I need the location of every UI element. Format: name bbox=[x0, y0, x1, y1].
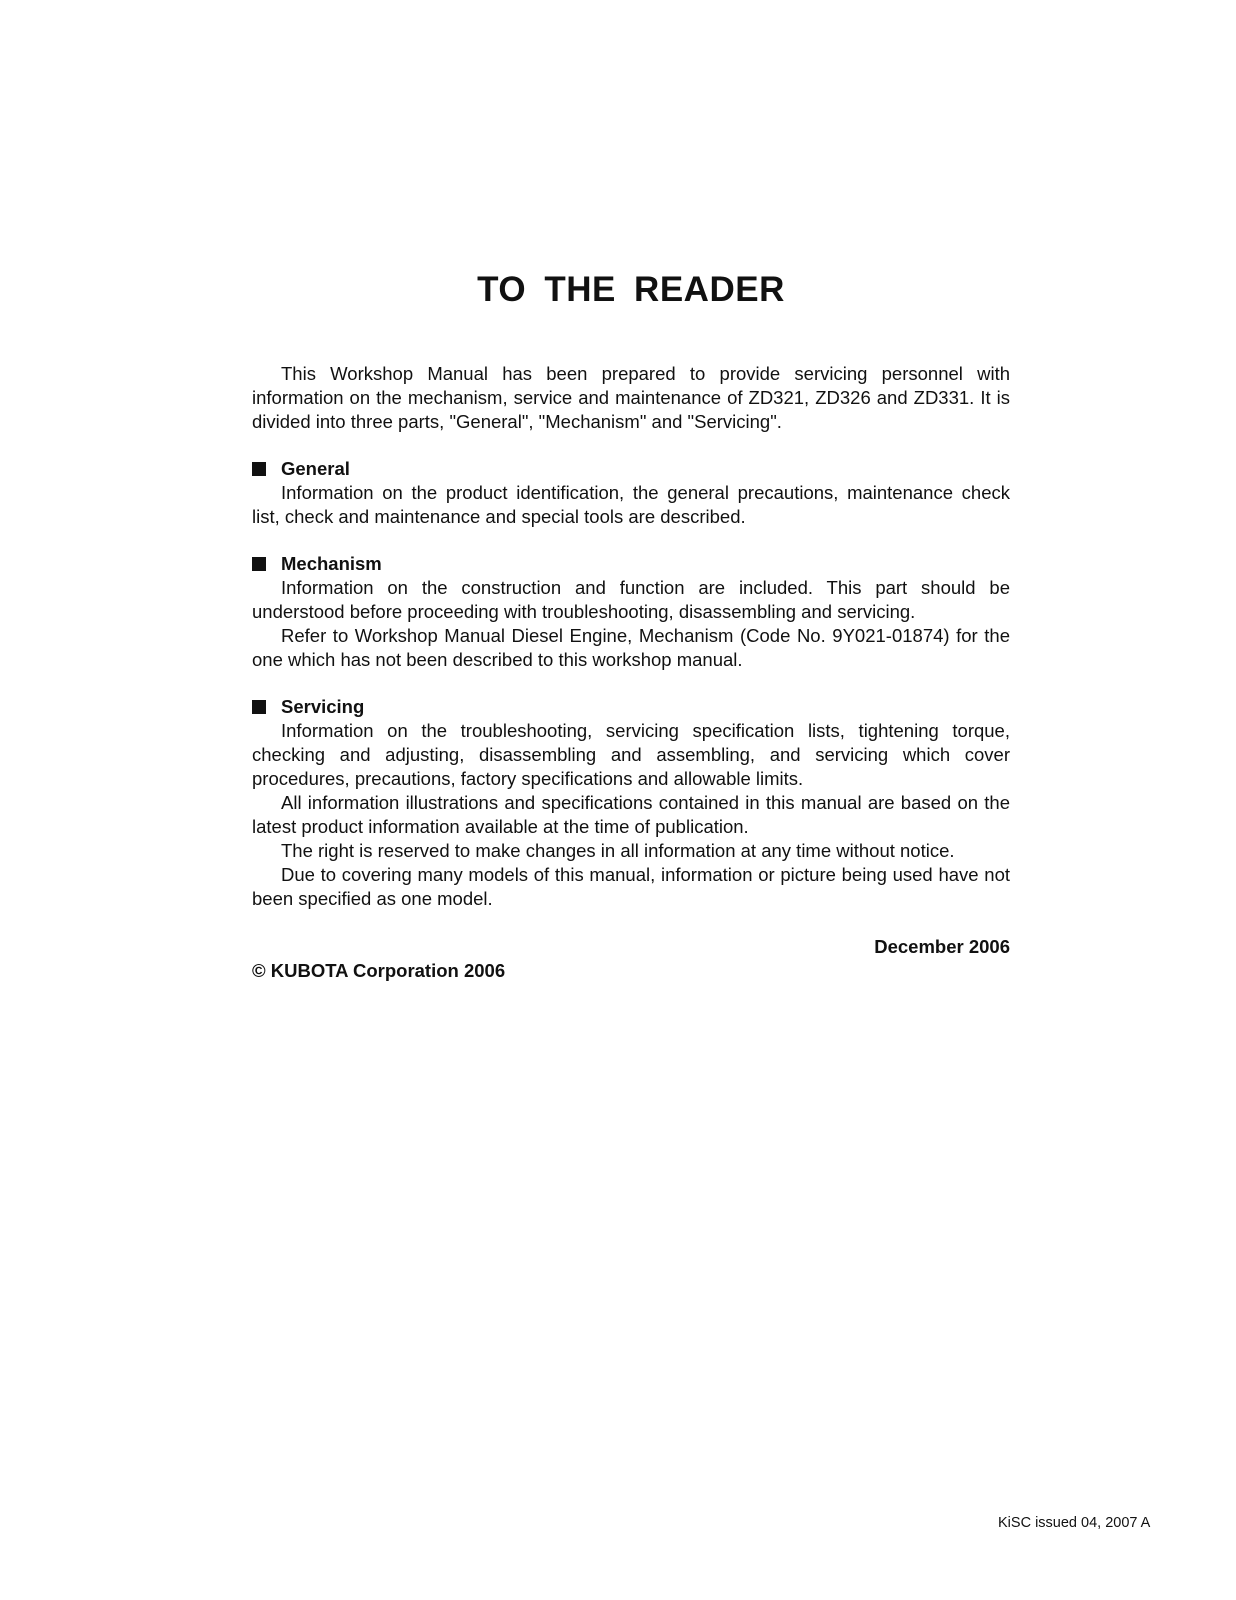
section-general bbox=[252, 457, 1010, 529]
intro-paragraph: This Workshop Manual has been prepared to provide servicing personnel with information on the mechanism, service and maintenance of ZD321, ZD326 and ZD331. It is divided into three parts, "General", "Mechanism" and "Servicing". bbox=[252, 363, 1010, 432]
section-heading bbox=[252, 695, 1010, 719]
section-heading bbox=[252, 457, 1010, 481]
square-bullet-icon bbox=[252, 462, 266, 476]
section-servicing bbox=[252, 695, 1010, 911]
section-paragraph: Due to covering many models of this manual, information or picture being used have not been specified as one model. bbox=[252, 864, 1010, 909]
section-paragraph: The right is reserved to make changes in all information at any time without notice. bbox=[281, 840, 955, 861]
section-mechanism bbox=[252, 552, 1010, 672]
section-paragraph: Information on the construction and function are included. This part should be understood before proceeding with troubleshooting, disassembling and servicing. bbox=[252, 577, 1010, 622]
document-body bbox=[252, 362, 1010, 983]
section-paragraph: All information illustrations and specifications contained in this manual are based on the latest product information available at the time of publication. bbox=[252, 792, 1010, 837]
section-heading-label: Mechanism bbox=[281, 553, 382, 574]
section-paragraph: Information on the product identification, the general precautions, maintenance check list, check and maintenance and special tools are described. bbox=[252, 482, 1010, 527]
section-paragraph: Information on the troubleshooting, servicing specification lists, tightening torque, checking and adjusting, disassembling and assembling, and servicing which cover procedures, precautions, factory specifications and allowable limits. bbox=[252, 720, 1010, 789]
section-paragraph: Refer to Workshop Manual Diesel Engine, Mechanism (Code No. 9Y021-01874) for the one which has not been described to this workshop manual. bbox=[252, 625, 1010, 670]
section-heading-label: Servicing bbox=[281, 696, 365, 717]
square-bullet-icon bbox=[252, 700, 266, 714]
publication-date: December 2006 bbox=[874, 936, 1010, 957]
section-heading-label: General bbox=[281, 458, 350, 479]
footer-issue-note: KiSC issued 04, 2007 A bbox=[998, 1515, 1151, 1531]
page-title: TO THE READER bbox=[477, 270, 785, 309]
square-bullet-icon bbox=[252, 557, 266, 571]
copyright-notice: © KUBOTA Corporation 2006 bbox=[252, 960, 506, 981]
section-heading bbox=[252, 552, 1010, 576]
